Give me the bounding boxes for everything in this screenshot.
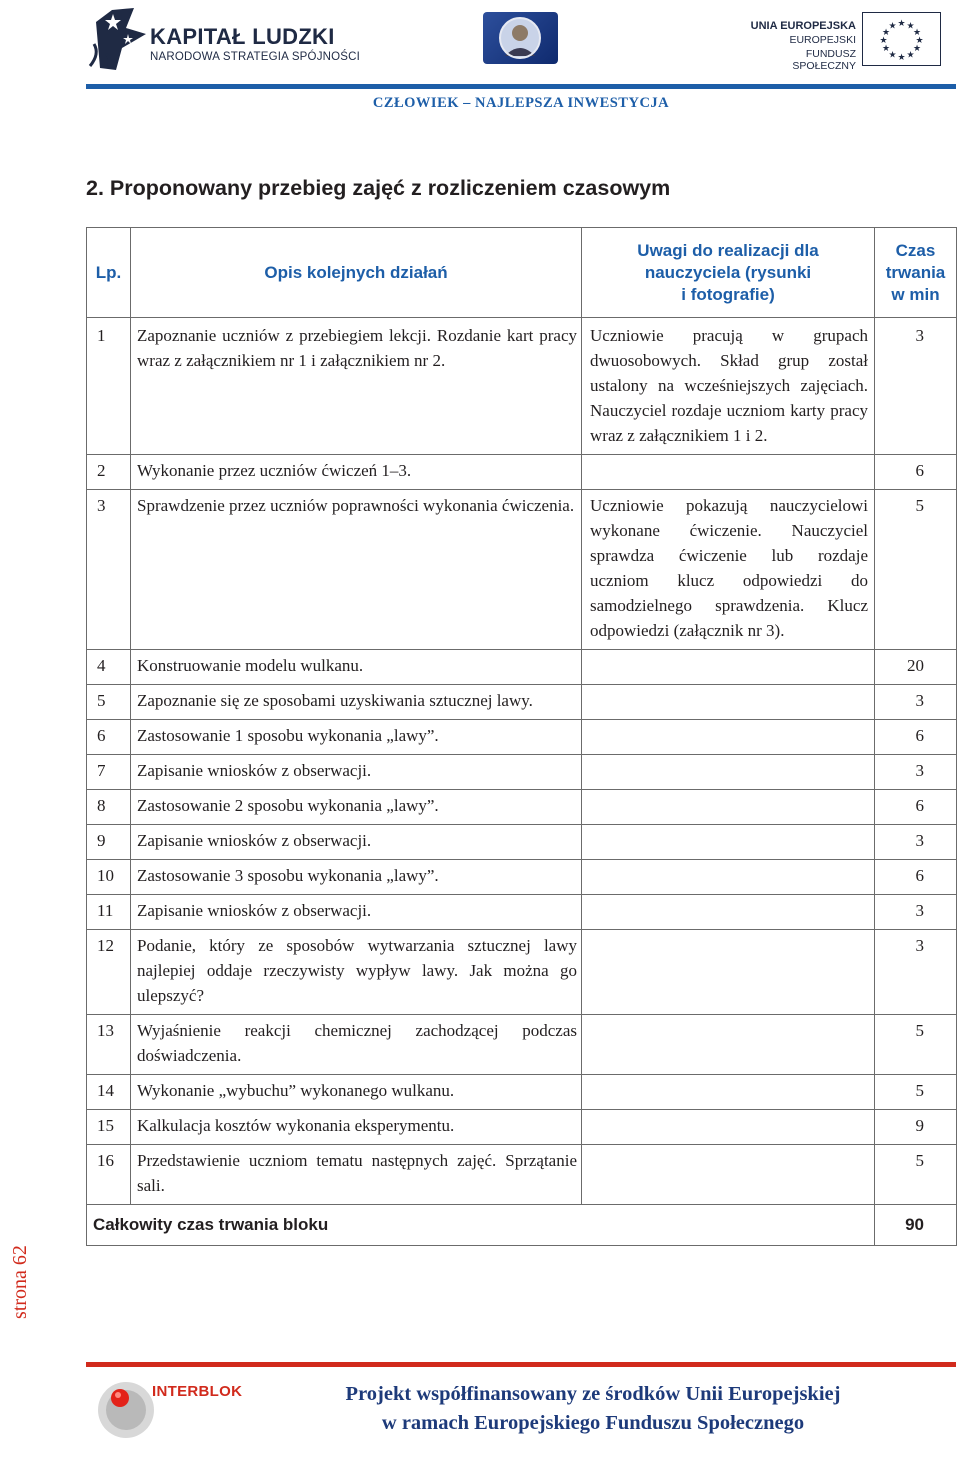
table-row — [87, 1110, 957, 1145]
kapital-ludzki-logo-icon — [86, 4, 156, 74]
row-note: Uczniowie pokazują nauczycielowi wykonane ćwiczenie. Nauczyciel sprawdza ćwiczenie lub rozdaje uczniom klucz odpowiedzi do samodzielnego sprawdzenia. Klucz odpowiedzi (załącznik nr 3). — [582, 490, 875, 650]
footer-line1: Projekt współfinansowany ze środków Unii Europejskiej — [345, 1383, 841, 1405]
section-title: 2. Proponowany przebieg zajęć z rozliczeniem czasowym — [86, 176, 671, 200]
row-number: 3 — [87, 490, 131, 650]
page-header — [0, 0, 960, 111]
row-description: Zapoznanie uczniów z przebiegiem lekcji. Rozdanie kart pracy wraz z załącznikiem nr 1 i załącznikiem nr 2. — [131, 318, 582, 455]
row-note — [582, 790, 875, 825]
row-description: Przedstawienie uczniom tematu następnych zajęć. Sprzątanie sali. — [131, 1145, 582, 1205]
row-description: Zapisanie wniosków z obserwacji. — [131, 755, 582, 790]
row-note — [582, 455, 875, 490]
footer-rule — [86, 1362, 956, 1367]
row-note — [582, 650, 875, 685]
row-description: Konstruowanie modelu wulkanu. — [131, 650, 582, 685]
eu-european-label: EUROPEJSKI — [789, 34, 856, 46]
total-time: 90 — [875, 1205, 957, 1246]
row-note — [582, 860, 875, 895]
row-note — [582, 720, 875, 755]
svg-text:★: ★ — [888, 21, 897, 32]
row-number: 9 — [87, 825, 131, 860]
row-number: 11 — [87, 895, 131, 930]
row-description: Wykonanie przez uczniów ćwiczeń 1–3. — [131, 455, 582, 490]
row-time: 6 — [875, 860, 957, 895]
row-number: 5 — [87, 685, 131, 720]
svg-text:★: ★ — [897, 19, 906, 29]
eu-fund-label: FUNDUSZ SPOŁECZNY — [792, 48, 856, 72]
row-number: 1 — [87, 318, 131, 455]
eu-union-label: UNIA EUROPEJSKA — [750, 20, 856, 32]
row-time: 6 — [875, 790, 957, 825]
table-row — [87, 895, 957, 930]
row-time: 3 — [875, 895, 957, 930]
row-time: 6 — [875, 455, 957, 490]
row-time: 5 — [875, 1015, 957, 1075]
row-time: 5 — [875, 490, 957, 650]
footer-text — [300, 1380, 886, 1438]
svg-text:★: ★ — [879, 36, 888, 46]
header-slogan: CZŁOWIEK – NAJLEPSZA INWESTYCJA — [372, 95, 670, 111]
row-number: 6 — [87, 720, 131, 755]
table-row — [87, 790, 957, 825]
row-description: Zastosowanie 1 sposobu wykonania „lawy”. — [131, 720, 582, 755]
table-row — [87, 720, 957, 755]
total-row — [87, 1205, 957, 1246]
table-row — [87, 455, 957, 490]
page-number: strona 62 — [9, 1245, 31, 1319]
lesson-plan-table — [86, 227, 957, 1246]
header-rule — [86, 84, 956, 89]
header-notes-line3: i fotografie) — [681, 284, 775, 304]
row-number: 13 — [87, 1015, 131, 1075]
header-time — [875, 228, 957, 318]
row-time: 20 — [875, 650, 957, 685]
header-time-line3: w min — [891, 284, 940, 304]
row-time: 3 — [875, 685, 957, 720]
row-note — [582, 1015, 875, 1075]
header-lp: Lp. — [87, 228, 131, 318]
header-notes-line1: Uwagi do realizacji dla — [637, 240, 819, 260]
header-description: Opis kolejnych działań — [131, 228, 582, 318]
header-notes-line2: nauczyciela (rysunki — [644, 262, 812, 282]
row-time: 3 — [875, 755, 957, 790]
table-row — [87, 825, 957, 860]
row-time: 3 — [875, 930, 957, 1015]
row-number: 8 — [87, 790, 131, 825]
row-description: Zapoznanie się ze sposobami uzyskiwania sztucznej lawy. — [131, 685, 582, 720]
row-description: Zastosowanie 3 sposobu wykonania „lawy”. — [131, 860, 582, 895]
svg-text:★: ★ — [888, 50, 897, 61]
table-row — [87, 490, 957, 650]
header-notes — [582, 228, 875, 318]
header-time-line2: trwania — [885, 262, 946, 282]
row-description: Wykonanie „wybuchu” wykonanego wulkanu. — [131, 1075, 582, 1110]
row-number: 7 — [87, 755, 131, 790]
table-header-row — [87, 228, 957, 318]
row-note — [582, 825, 875, 860]
row-description: Podanie, który ze sposobów wytwarzania sztucznej lawy najlepiej oddaje rzeczywisty wypływ lawy. Jak można go ulepszyć? — [131, 930, 582, 1015]
row-note — [582, 685, 875, 720]
row-description: Sprawdzenie przez uczniów poprawności wykonania ćwiczenia. — [131, 490, 582, 650]
row-description: Kalkulacja kosztów wykonania eksperymentu. — [131, 1110, 582, 1145]
row-time: 5 — [875, 1145, 957, 1205]
row-description: Zastosowanie 2 sposobu wykonania „lawy”. — [131, 790, 582, 825]
svg-text:★: ★ — [897, 53, 906, 63]
row-note — [582, 1145, 875, 1205]
svg-text:★: ★ — [912, 44, 922, 54]
eu-flag-icon — [862, 12, 941, 66]
row-number: 14 — [87, 1075, 131, 1110]
header-time-line1: Czas — [895, 240, 936, 260]
row-note — [582, 755, 875, 790]
svg-text:★: ★ — [881, 44, 891, 54]
table-row — [87, 685, 957, 720]
row-number: 4 — [87, 650, 131, 685]
row-description: Zapisanie wniosków z obserwacji. — [131, 825, 582, 860]
total-label: Całkowity czas trwania bloku — [87, 1205, 875, 1246]
svg-text:★: ★ — [912, 28, 922, 38]
footer-line2: w ramach Europejskiego Funduszu Społecznego — [381, 1412, 805, 1434]
table-row — [87, 1145, 957, 1205]
table-row — [87, 1015, 957, 1075]
row-time: 9 — [875, 1110, 957, 1145]
row-time: 3 — [875, 825, 957, 860]
row-number: 16 — [87, 1145, 131, 1205]
table-row — [87, 930, 957, 1015]
table-row — [87, 755, 957, 790]
row-description: Wyjaśnienie reakcji chemicznej zachodzącej podczas doświadczenia. — [131, 1015, 582, 1075]
school-emblem-icon — [483, 12, 558, 64]
row-note — [582, 895, 875, 930]
row-description: Zapisanie wniosków z obserwacji. — [131, 895, 582, 930]
interblok-label: INTERBLOK — [152, 1383, 243, 1400]
row-number: 15 — [87, 1110, 131, 1145]
table-row — [87, 318, 957, 455]
row-time: 6 — [875, 720, 957, 755]
kapital-ludzki-subtitle: NARODOWA STRATEGIA SPÓJNOŚCI — [150, 51, 361, 63]
row-time: 5 — [875, 1075, 957, 1110]
svg-text:★: ★ — [906, 21, 915, 32]
row-note — [582, 1075, 875, 1110]
table-row — [87, 860, 957, 895]
row-note: Uczniowie pracują w grupach dwuosobowych. Skład grup został ustalony na wcześniejszych zajęciach. Nauczyciel rozdaje uczniom karty pracy wraz z załącznikiem 1 i 2. — [582, 318, 875, 455]
table-row — [87, 1075, 957, 1110]
svg-text:★: ★ — [915, 36, 924, 46]
row-time: 3 — [875, 318, 957, 455]
row-number: 2 — [87, 455, 131, 490]
kapital-ludzki-title: KAPITAŁ LUDZKI — [150, 24, 335, 49]
row-number: 12 — [87, 930, 131, 1015]
row-number: 10 — [87, 860, 131, 895]
svg-text:★: ★ — [906, 50, 915, 61]
row-note — [582, 1110, 875, 1145]
row-note — [582, 930, 875, 1015]
table-row — [87, 650, 957, 685]
svg-text:★: ★ — [881, 28, 891, 38]
